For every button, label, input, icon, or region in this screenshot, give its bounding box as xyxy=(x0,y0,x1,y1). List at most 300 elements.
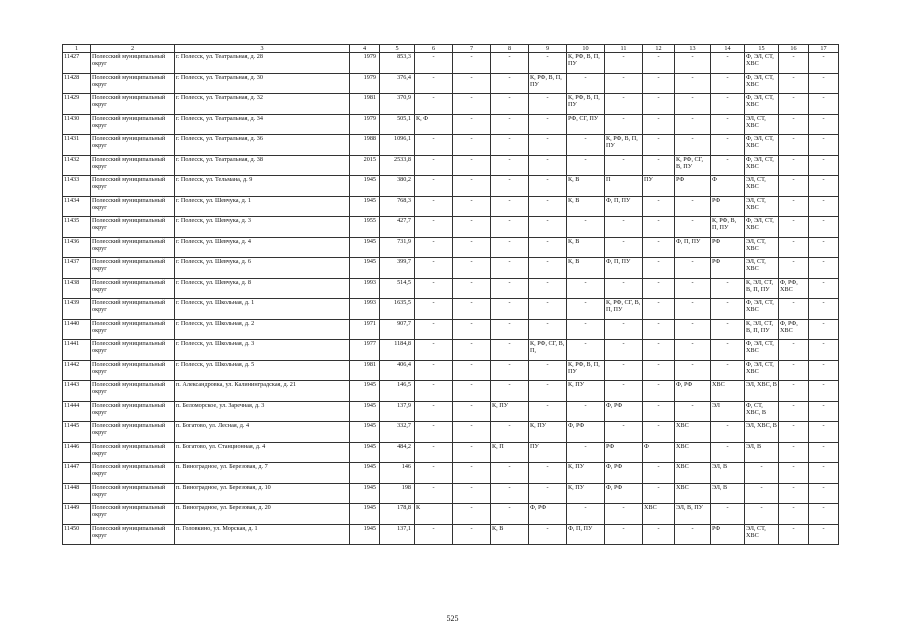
table-cell: 1096,1 xyxy=(380,135,415,156)
table-cell: - xyxy=(415,483,453,504)
table-cell: 768,3 xyxy=(380,196,415,217)
table-cell: г. Полесск, ул. Шевчука, д. 6 xyxy=(175,258,350,279)
table-cell: 514,5 xyxy=(380,278,415,299)
table-row xyxy=(63,442,839,463)
table-cell: Ф, П, ПУ xyxy=(567,524,605,545)
table-cell: 11427 xyxy=(63,53,91,74)
table-cell: - xyxy=(711,135,745,156)
table-cell: 1979 xyxy=(350,73,380,94)
table-cell: 1945 xyxy=(350,463,380,484)
table-cell: К, РФ, В, П, ПУ xyxy=(567,360,605,381)
table-cell: Ф, ЭЛ, СТ, ХВС xyxy=(745,299,779,320)
table-cell: 406,4 xyxy=(380,360,415,381)
table-cell: - xyxy=(491,319,529,340)
table-row xyxy=(63,278,839,299)
table-cell: ПУ xyxy=(643,176,675,197)
table-cell: 11450 xyxy=(63,524,91,545)
table-cell: 11443 xyxy=(63,381,91,402)
table-cell: 399,7 xyxy=(380,258,415,279)
table-cell: - xyxy=(675,299,711,320)
table-cell: 1945 xyxy=(350,258,380,279)
table-cell: 1945 xyxy=(350,237,380,258)
column-number-cell: 16 xyxy=(779,45,809,53)
column-number-cell: 2 xyxy=(91,45,175,53)
table-cell: - xyxy=(711,73,745,94)
table-cell: - xyxy=(643,114,675,135)
table-cell: РФ xyxy=(711,524,745,545)
table-cell: 1945 xyxy=(350,442,380,463)
table-cell: - xyxy=(567,155,605,176)
table-cell: Ф xyxy=(711,176,745,197)
table-cell: Полесский муниципальный округ xyxy=(91,196,175,217)
table-cell: - xyxy=(605,319,643,340)
table-cell: РФ xyxy=(711,237,745,258)
table-cell: К, ПУ xyxy=(529,422,567,443)
table-cell: - xyxy=(415,73,453,94)
table-cell: РФ xyxy=(711,258,745,279)
table-cell: - xyxy=(415,463,453,484)
table-cell: - xyxy=(779,422,809,443)
table-cell: - xyxy=(529,278,567,299)
column-number-cell: 4 xyxy=(350,45,380,53)
table-cell: 1945 xyxy=(350,381,380,402)
table-cell: г. Полесск, ул. Школьная, д. 3 xyxy=(175,340,350,361)
table-cell: Полесский муниципальный округ xyxy=(91,299,175,320)
table-cell: - xyxy=(643,299,675,320)
table-cell: - xyxy=(529,258,567,279)
table-cell: Полесский муниципальный округ xyxy=(91,53,175,74)
table-cell: РФ xyxy=(675,176,711,197)
table-cell: 1988 xyxy=(350,135,380,156)
table-cell: Полесский муниципальный округ xyxy=(91,483,175,504)
table-cell: - xyxy=(453,196,491,217)
table-row xyxy=(63,463,839,484)
table-cell: 853,3 xyxy=(380,53,415,74)
table-cell: - xyxy=(491,258,529,279)
table-cell: - xyxy=(779,299,809,320)
table-cell: Ф, РФ, ХВС xyxy=(779,319,809,340)
table-cell: г. Полесск, ул. Тельмана, д. 9 xyxy=(175,176,350,197)
column-number-cell: 6 xyxy=(415,45,453,53)
table-cell: - xyxy=(643,483,675,504)
table-cell: Ф, П, ПУ xyxy=(605,196,643,217)
table-cell: - xyxy=(605,114,643,135)
table-cell: - xyxy=(491,217,529,238)
table-cell: Полесский муниципальный округ xyxy=(91,524,175,545)
table-cell: - xyxy=(415,258,453,279)
table-cell: К, ЭЛ, СТ, В, П, ПУ xyxy=(745,278,779,299)
table-cell: 380,2 xyxy=(380,176,415,197)
table-cell: - xyxy=(491,53,529,74)
table-cell: К, В xyxy=(491,524,529,545)
table-cell: ХВС xyxy=(675,483,711,504)
table-cell: 1979 xyxy=(350,53,380,74)
table-cell: 11434 xyxy=(63,196,91,217)
table-cell: - xyxy=(415,422,453,443)
table-cell: - xyxy=(453,381,491,402)
table-cell: К, ЭЛ, СТ, В, П, ПУ xyxy=(745,319,779,340)
table-cell: п. Головкино, ул. Морская, д. 1 xyxy=(175,524,350,545)
table-cell: - xyxy=(491,196,529,217)
table-cell: - xyxy=(809,319,839,340)
table-cell: РФ, СГ, ПУ xyxy=(567,114,605,135)
table-cell: - xyxy=(809,73,839,94)
table-cell: - xyxy=(643,360,675,381)
table-cell: - xyxy=(529,299,567,320)
column-number-cell: 15 xyxy=(745,45,779,53)
table-cell: - xyxy=(415,360,453,381)
table-cell: К, РФ, В, П, ПУ xyxy=(567,94,605,115)
column-number-cell: 1 xyxy=(63,45,91,53)
table-cell: - xyxy=(711,340,745,361)
table-cell: - xyxy=(809,53,839,74)
table-cell: Полесский муниципальный округ xyxy=(91,442,175,463)
table-cell: Полесский муниципальный округ xyxy=(91,504,175,525)
table-cell: - xyxy=(675,401,711,422)
table-cell: 11446 xyxy=(63,442,91,463)
table-cell: - xyxy=(643,463,675,484)
column-number-cell: 13 xyxy=(675,45,711,53)
table-cell: 332,7 xyxy=(380,422,415,443)
table-cell: - xyxy=(809,114,839,135)
table-cell: Полесский муниципальный округ xyxy=(91,360,175,381)
table-cell: - xyxy=(567,278,605,299)
table-cell: 11437 xyxy=(63,258,91,279)
table-cell: - xyxy=(675,340,711,361)
table-cell: К, Ф xyxy=(415,114,453,135)
table-cell: Ф, РФ xyxy=(605,463,643,484)
table-cell: 1955 xyxy=(350,217,380,238)
table-row xyxy=(63,155,839,176)
table-cell: - xyxy=(643,73,675,94)
table-cell: - xyxy=(779,442,809,463)
table-cell: 2015 xyxy=(350,155,380,176)
table-row xyxy=(63,73,839,94)
table-cell: 137,1 xyxy=(380,524,415,545)
register-table-container xyxy=(62,44,839,545)
table-cell: Полесский муниципальный округ xyxy=(91,319,175,340)
table-cell: ЭЛ, ХВС, В xyxy=(745,381,779,402)
table-cell: - xyxy=(453,442,491,463)
table-cell: - xyxy=(605,340,643,361)
table-row xyxy=(63,381,839,402)
table-cell: - xyxy=(491,381,529,402)
table-cell: - xyxy=(745,483,779,504)
table-cell: - xyxy=(453,319,491,340)
table-cell: - xyxy=(779,114,809,135)
table-cell: - xyxy=(415,53,453,74)
table-cell: 178,8 xyxy=(380,504,415,525)
column-number-cell: 8 xyxy=(491,45,529,53)
column-number-cell: 11 xyxy=(605,45,643,53)
table-cell: Полесский муниципальный округ xyxy=(91,114,175,135)
table-cell: Ф, ЭЛ, СТ, ХВС xyxy=(745,53,779,74)
table-cell: - xyxy=(605,53,643,74)
table-row xyxy=(63,135,839,156)
table-cell: - xyxy=(491,237,529,258)
table-cell: - xyxy=(711,94,745,115)
table-row xyxy=(63,360,839,381)
table-cell: п. Богатово, ул. Лесная, д. 4 xyxy=(175,422,350,443)
table-cell: - xyxy=(605,504,643,525)
table-cell: - xyxy=(779,94,809,115)
table-cell: - xyxy=(711,360,745,381)
table-cell: Ф, ЭЛ, СТ, ХВС xyxy=(745,217,779,238)
table-row xyxy=(63,53,839,74)
table-cell: Полесский муниципальный округ xyxy=(91,237,175,258)
table-cell: - xyxy=(809,401,839,422)
table-cell: - xyxy=(779,155,809,176)
table-cell: - xyxy=(605,94,643,115)
table-cell: 198 xyxy=(380,483,415,504)
column-number-cell: 7 xyxy=(453,45,491,53)
table-cell: - xyxy=(529,360,567,381)
table-cell: Полесский муниципальный округ xyxy=(91,278,175,299)
table-cell: - xyxy=(809,483,839,504)
table-cell: Ф, ЭЛ, СТ, ХВС xyxy=(745,94,779,115)
table-cell: - xyxy=(711,53,745,74)
table-cell: - xyxy=(643,401,675,422)
table-cell: - xyxy=(415,176,453,197)
table-cell: - xyxy=(605,237,643,258)
table-cell: - xyxy=(809,299,839,320)
table-cell: - xyxy=(809,237,839,258)
table-cell: г. Полесск, ул. Шевчука, д. 1 xyxy=(175,196,350,217)
table-cell: - xyxy=(415,299,453,320)
table-cell: - xyxy=(415,135,453,156)
table-cell: 2533,8 xyxy=(380,155,415,176)
table-cell: - xyxy=(809,524,839,545)
table-cell: 1945 xyxy=(350,524,380,545)
table-cell: - xyxy=(415,278,453,299)
table-cell: - xyxy=(529,237,567,258)
table-cell: РФ xyxy=(605,442,643,463)
table-cell: ЭЛ, СТ, ХВС xyxy=(745,237,779,258)
table-cell: - xyxy=(605,217,643,238)
table-cell: - xyxy=(529,176,567,197)
table-cell: 11447 xyxy=(63,463,91,484)
table-cell: г. Полесск, ул. Театральная, д. 34 xyxy=(175,114,350,135)
column-number-cell: 5 xyxy=(380,45,415,53)
table-cell: 731,9 xyxy=(380,237,415,258)
table-cell: - xyxy=(415,94,453,115)
table-cell: - xyxy=(529,524,567,545)
table-cell: г. Полесск, ул. Школьная, д. 1 xyxy=(175,299,350,320)
column-number-cell: 3 xyxy=(175,45,350,53)
table-cell: - xyxy=(779,53,809,74)
table-cell: п. Беломорское, ул. Заречная, д. 3 xyxy=(175,401,350,422)
table-cell: п. Виноградное, ул. Березовая, д. 7 xyxy=(175,463,350,484)
table-cell: 11439 xyxy=(63,299,91,320)
table-cell: - xyxy=(605,422,643,443)
table-cell: - xyxy=(415,319,453,340)
table-cell: - xyxy=(415,401,453,422)
table-cell: 11429 xyxy=(63,94,91,115)
table-cell: 376,4 xyxy=(380,73,415,94)
table-cell: г. Полесск, ул. Театральная, д. 28 xyxy=(175,53,350,74)
table-cell: - xyxy=(529,53,567,74)
table-cell: - xyxy=(453,94,491,115)
table-cell: - xyxy=(529,401,567,422)
table-cell: 11441 xyxy=(63,340,91,361)
table-cell: 1945 xyxy=(350,422,380,443)
table-row xyxy=(63,237,839,258)
table-cell: 1945 xyxy=(350,176,380,197)
table-row xyxy=(63,422,839,443)
table-cell: - xyxy=(453,278,491,299)
table-cell: К, РФ, СГ, В, П, xyxy=(529,340,567,361)
table-cell: 11428 xyxy=(63,73,91,94)
table-cell: - xyxy=(745,463,779,484)
table-cell: - xyxy=(675,217,711,238)
table-cell: - xyxy=(453,422,491,443)
table-cell: - xyxy=(453,114,491,135)
table-cell: - xyxy=(711,278,745,299)
table-cell: - xyxy=(567,319,605,340)
table-cell: - xyxy=(529,381,567,402)
table-cell: - xyxy=(809,504,839,525)
table-cell: 11448 xyxy=(63,483,91,504)
table-cell: - xyxy=(605,360,643,381)
table-cell: - xyxy=(809,135,839,156)
table-cell: - xyxy=(809,442,839,463)
table-cell: К, В xyxy=(567,237,605,258)
table-cell: г. Полесск, ул. Театральная, д. 30 xyxy=(175,73,350,94)
table-cell: Ф, РФ xyxy=(567,422,605,443)
table-cell: г. Полесск, ул. Шевчука, д. 8 xyxy=(175,278,350,299)
table-cell: ЭЛ, В xyxy=(711,483,745,504)
table-cell: 505,1 xyxy=(380,114,415,135)
table-cell: Ф, ЭЛ, СТ, ХВС xyxy=(745,155,779,176)
table-cell: - xyxy=(711,155,745,176)
table-row xyxy=(63,401,839,422)
table-cell: - xyxy=(675,360,711,381)
table-cell: 1971 xyxy=(350,319,380,340)
table-cell: - xyxy=(643,381,675,402)
table-cell: 1945 xyxy=(350,196,380,217)
table-cell: г. Полесск, ул. Театральная, д. 32 xyxy=(175,94,350,115)
table-cell: - xyxy=(567,401,605,422)
column-number-header-row xyxy=(63,45,839,53)
table-cell: ЭЛ, В xyxy=(711,463,745,484)
table-cell: г. Полесск, ул. Школьная, д. 5 xyxy=(175,360,350,381)
table-cell: п. Виноградное, ул. Березовая, д. 20 xyxy=(175,504,350,525)
table-cell: К, РФ, СГ, В, ПУ xyxy=(675,155,711,176)
column-number-cell: 9 xyxy=(529,45,567,53)
table-cell: - xyxy=(675,319,711,340)
table-cell: - xyxy=(675,53,711,74)
table-cell: - xyxy=(491,340,529,361)
table-cell: г. Полесск, ул. Театральная, д. 38 xyxy=(175,155,350,176)
table-cell: - xyxy=(567,73,605,94)
table-cell: г. Полесск, ул. Шевчука, д. 4 xyxy=(175,237,350,258)
table-cell: - xyxy=(567,135,605,156)
table-cell: 427,7 xyxy=(380,217,415,238)
table-cell: 11430 xyxy=(63,114,91,135)
table-cell: К, В xyxy=(567,258,605,279)
table-cell: - xyxy=(745,504,779,525)
table-cell: п. Богатово, ул. Станционная, д. 4 xyxy=(175,442,350,463)
table-cell: - xyxy=(491,504,529,525)
table-cell: - xyxy=(491,463,529,484)
table-cell: Полесский муниципальный округ xyxy=(91,135,175,156)
table-cell: - xyxy=(643,278,675,299)
table-cell: - xyxy=(643,196,675,217)
table-cell: К, РФ, В, П, ПУ xyxy=(711,217,745,238)
table-cell: ЭЛ, ХВС, В xyxy=(745,422,779,443)
table-cell: Ф, ЭЛ, СТ, ХВС xyxy=(745,135,779,156)
table-cell: - xyxy=(453,217,491,238)
table-cell: - xyxy=(675,278,711,299)
table-cell: - xyxy=(453,176,491,197)
table-cell: - xyxy=(711,319,745,340)
table-cell: - xyxy=(491,278,529,299)
table-cell: Полесский муниципальный округ xyxy=(91,217,175,238)
column-number-cell: 14 xyxy=(711,45,745,53)
table-cell: - xyxy=(567,340,605,361)
table-cell: 11442 xyxy=(63,360,91,381)
table-cell: Ф, П, ПУ xyxy=(675,237,711,258)
table-cell: - xyxy=(779,504,809,525)
table-cell: ЭЛ, В xyxy=(745,442,779,463)
table-cell: п. Виноградное, ул. Березовая, д. 10 xyxy=(175,483,350,504)
table-cell: Полесский муниципальный округ xyxy=(91,155,175,176)
table-cell: - xyxy=(779,196,809,217)
table-cell: - xyxy=(809,94,839,115)
table-cell: Полесский муниципальный округ xyxy=(91,381,175,402)
table-cell: - xyxy=(453,340,491,361)
table-cell: - xyxy=(491,422,529,443)
table-row xyxy=(63,340,839,361)
table-cell: Полесский муниципальный округ xyxy=(91,176,175,197)
table-cell: 11444 xyxy=(63,401,91,422)
table-row xyxy=(63,94,839,115)
table-cell: 370,9 xyxy=(380,94,415,115)
table-cell: К, ПУ xyxy=(567,381,605,402)
table-cell: 137,9 xyxy=(380,401,415,422)
table-cell: - xyxy=(453,299,491,320)
table-cell: Ф, РФ, ХВС xyxy=(779,278,809,299)
table-cell: ХВС xyxy=(675,463,711,484)
table-cell: ЭЛ, СТ, ХВС xyxy=(745,196,779,217)
table-cell: - xyxy=(453,258,491,279)
table-row xyxy=(63,258,839,279)
table-cell: - xyxy=(809,217,839,238)
table-cell: - xyxy=(643,258,675,279)
table-cell: Ф, П, ПУ xyxy=(605,258,643,279)
table-cell: - xyxy=(675,135,711,156)
table-cell: - xyxy=(779,463,809,484)
table-cell: Ф, РФ xyxy=(529,504,567,525)
page-number: 525 xyxy=(446,614,459,623)
table-cell: - xyxy=(779,176,809,197)
table-cell: - xyxy=(643,217,675,238)
table-cell: Ф, СТ, ХВС, В xyxy=(745,401,779,422)
table-cell: - xyxy=(643,94,675,115)
table-cell: - xyxy=(529,196,567,217)
table-cell: - xyxy=(675,114,711,135)
table-cell: - xyxy=(453,463,491,484)
table-cell: - xyxy=(453,504,491,525)
table-row xyxy=(63,319,839,340)
table-cell: - xyxy=(605,155,643,176)
table-cell: 1945 xyxy=(350,504,380,525)
table-cell: - xyxy=(711,504,745,525)
column-number-cell: 12 xyxy=(643,45,675,53)
table-cell: - xyxy=(453,53,491,74)
table-cell: - xyxy=(779,381,809,402)
table-cell: - xyxy=(605,73,643,94)
